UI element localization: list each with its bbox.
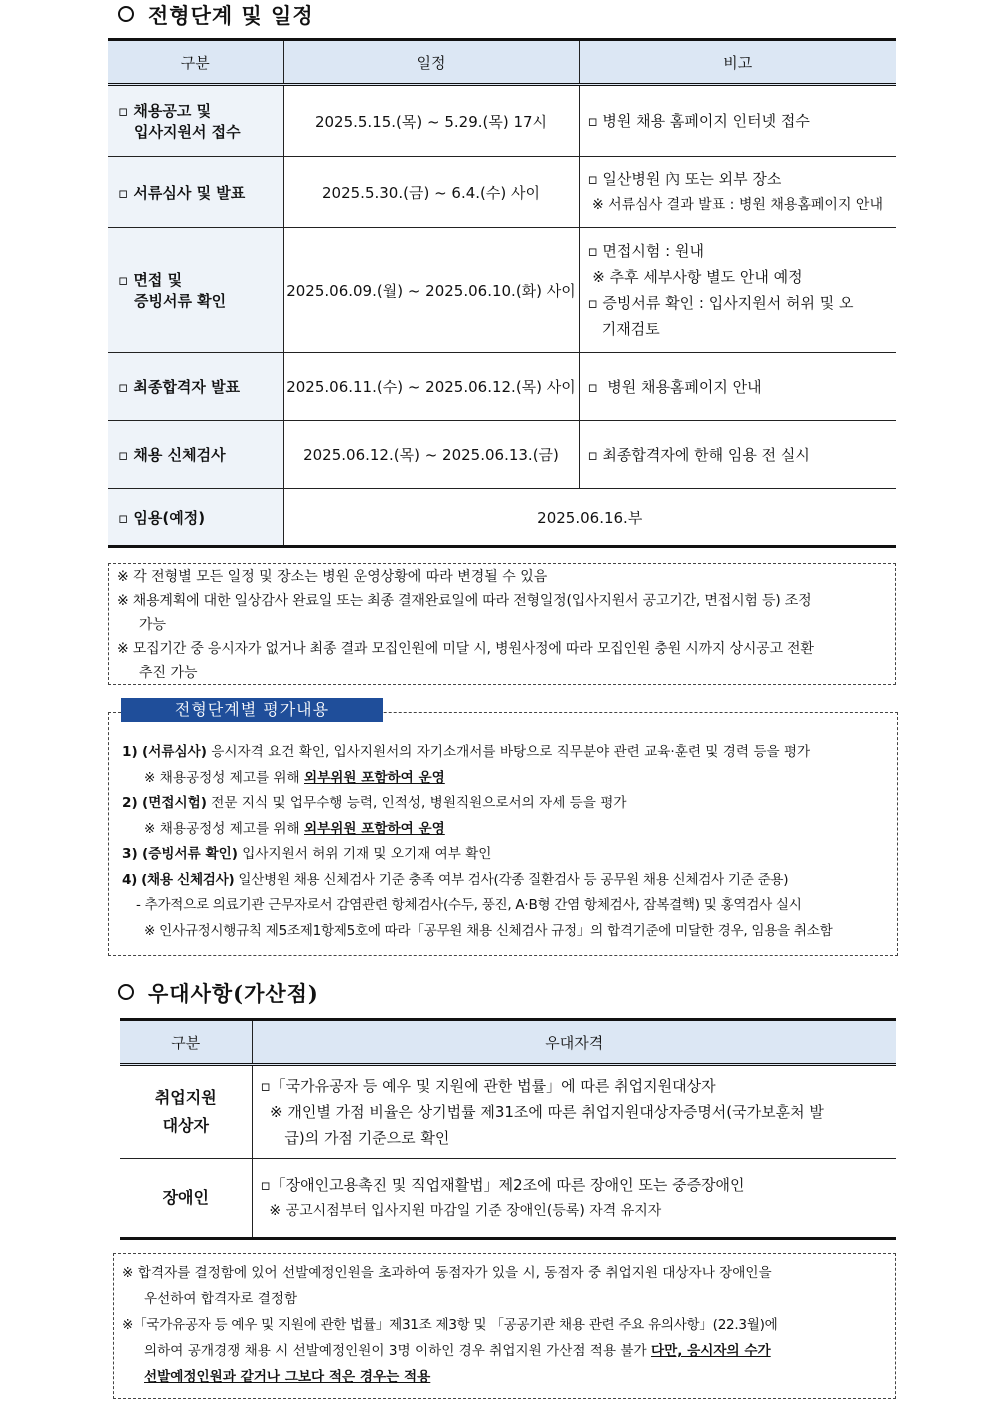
stage-date: 2025.06.11.(수) ~ 2025.06.12.(목) 사이: [283, 353, 579, 421]
table-row: [120, 1065, 896, 1159]
stage-remarks: ▫ 병원 채용홈페이지 안내: [579, 353, 896, 421]
stage-label: ▫ 임용(예정): [108, 489, 283, 547]
note-line: 우선하여 합격자로 결정함: [144, 1291, 298, 1307]
preference-notes-box: [113, 1253, 896, 1399]
note-line: ※「국가유공자 등 예우 및 지원에 관한 법률」제31조 제3항 및 「공공기관 채용 관련 주요 유의사항」(22.3월)에: [122, 1317, 778, 1333]
note-line: 가능: [139, 617, 167, 633]
evaluation-detail: ※ 인사규정시행규칙 제5조제1항제5호에 따라「공무원 채용 신체검사 규정」의 합격기준에 미달한 경우, 임용을 취소함: [144, 922, 833, 939]
stage-remarks: ▫ 면접시험 : 원내 ※ 추후 세부사항 별도 안내 예정 ▫ 증빙서류 확인 : 입사지원서 허위 및 오 기재검토: [579, 228, 896, 353]
preference-content: ▫「국가유공자 등 예우 및 지원에 관한 법률」에 따른 취업지원대상자 ※ 개인별 가점 비율은 상기법률 제31조에 따른 취업지원대상자증명서(국가보훈처 발 급)의 가점 기준으로 확인: [252, 1065, 896, 1159]
preference-header-row: [120, 1020, 896, 1065]
appointment-date: 2025.06.16.부: [283, 489, 896, 547]
schedule-section-title: 전형단계 및 일정: [118, 0, 314, 30]
evaluation-item: 4) (채용 신체검사) 일산병원 채용 신체검사 기준 충족 여부 검사(각종 질환검사 등 공무원 채용 신체검사 기준 준용): [122, 871, 789, 888]
stage-remarks: ▫ 병원 채용 홈페이지 인터넷 접수: [579, 85, 896, 157]
note-line: ※ 모집기간 중 응시자가 없거나 최종 결과 모집인원에 미달 시, 병원사정에 따라 모집인원 충원 시까지 상시공고 전환: [117, 641, 814, 657]
note-line: ※ 합격자를 결정함에 있어 선발예정인원을 초과하여 동점자가 있을 시, 동점자 중 취업지원 대상자나 장애인을: [122, 1265, 772, 1281]
evaluation-detail: - 추가적으로 의료기관 근무자로서 감염관련 항체검사(수두, 풍진, A·B형 간염 항체검사, 잠복결핵) 및 홍역검사 실시: [136, 897, 802, 913]
header-schedule: 일정: [283, 40, 579, 85]
stage-label: ▫ 최종합격자 발표: [108, 353, 283, 421]
schedule-header-row: [108, 40, 896, 85]
stage-date: 2025.06.12.(목) ~ 2025.06.13.(금): [283, 421, 579, 489]
note-line: ※ 각 전형별 모든 일정 및 장소는 병원 운영상황에 따라 변경될 수 있음: [117, 569, 548, 585]
circle-bullet-icon: [118, 984, 134, 1000]
table-row: [108, 421, 896, 489]
stage-remarks: ▫ 일산병원 內 또는 외부 장소 ※ 서류심사 결과 발표 : 병원 채용홈페이지 안내: [579, 157, 896, 228]
header-qualification: 우대자격: [252, 1020, 896, 1065]
stage-remarks: ▫ 최종합격자에 한해 임용 전 실시: [579, 421, 896, 489]
stage-date: 2025.5.15.(목) ~ 5.29.(목) 17시: [283, 85, 579, 157]
table-row: [108, 85, 896, 157]
evaluation-subnote: ※ 채용공정성 제고를 위해 외부위원 포함하여 운영: [144, 820, 445, 837]
evaluation-heading: 전형단계별 평가내용: [121, 698, 383, 722]
header-category: 구분: [108, 40, 283, 85]
schedule-notes-box: [108, 563, 896, 685]
header-remarks: 비고: [579, 40, 896, 85]
circle-bullet-icon: [118, 6, 134, 22]
table-row: [108, 228, 896, 353]
evaluation-item: 1) (서류심사) 응시자격 요건 확인, 입사지원서의 자기소개서를 바탕으로 직무분야 관련 교육·훈련 및 경력 등을 평가: [122, 744, 811, 760]
table-row: [108, 489, 896, 547]
stage-date: 2025.5.30.(금) ~ 6.4.(수) 사이: [283, 157, 579, 228]
schedule-table: [108, 38, 896, 548]
preference-content: ▫「장애인고용촉진 및 직업재활법」제2조에 따른 장애인 또는 중증장애인 ※ 공고시점부터 입사지원 마감일 기준 장애인(등록) 자격 유지자: [252, 1159, 896, 1239]
evaluation-subnote: ※ 채용공정성 제고를 위해 외부위원 포함하여 운영: [144, 769, 445, 786]
table-row: [108, 353, 896, 421]
evaluation-item: 2) (면접시험) 전문 지식 및 업무수행 능력, 인적성, 병원직원으로서의 자세 등을 평가: [122, 795, 627, 811]
evaluation-item: 3) (증빙서류 확인) 입사지원서 허위 기재 및 오기재 여부 확인: [122, 846, 492, 862]
stage-label: ▫ 면접 및 증빙서류 확인: [108, 228, 283, 353]
preference-table: [120, 1018, 896, 1240]
preference-section-title: 우대사항(가산점): [118, 978, 319, 1008]
header-category: 구분: [120, 1020, 252, 1065]
stage-label: ▫ 서류심사 및 발표: [108, 157, 283, 228]
preference-label: 장애인: [120, 1159, 252, 1239]
stage-label: ▫ 채용 신체검사: [108, 421, 283, 489]
note-line: ※ 채용계획에 대한 일상감사 완료일 또는 최종 결재완료일에 따라 전형일정(입사지원서 공고기간, 면접시험 등) 조정: [117, 593, 812, 609]
note-line: 의하여 공개경쟁 채용 시 선발예정인원이 3명 이하인 경우 취업지원 가산점 적용 불가 다만, 응시자의 수가: [144, 1343, 771, 1359]
note-line: 추진 가능: [139, 665, 198, 681]
evaluation-content: [122, 740, 892, 944]
preference-label: 취업지원 대상자: [120, 1065, 252, 1159]
note-line: 선발예정인원과 같거나 그보다 적은 경우는 적용: [144, 1369, 431, 1385]
table-row: [108, 157, 896, 228]
stage-label: ▫ 채용공고 및 입사지원서 접수: [108, 85, 283, 157]
stage-date: 2025.06.09.(월) ~ 2025.06.10.(화) 사이: [283, 228, 579, 353]
table-row: [120, 1159, 896, 1239]
